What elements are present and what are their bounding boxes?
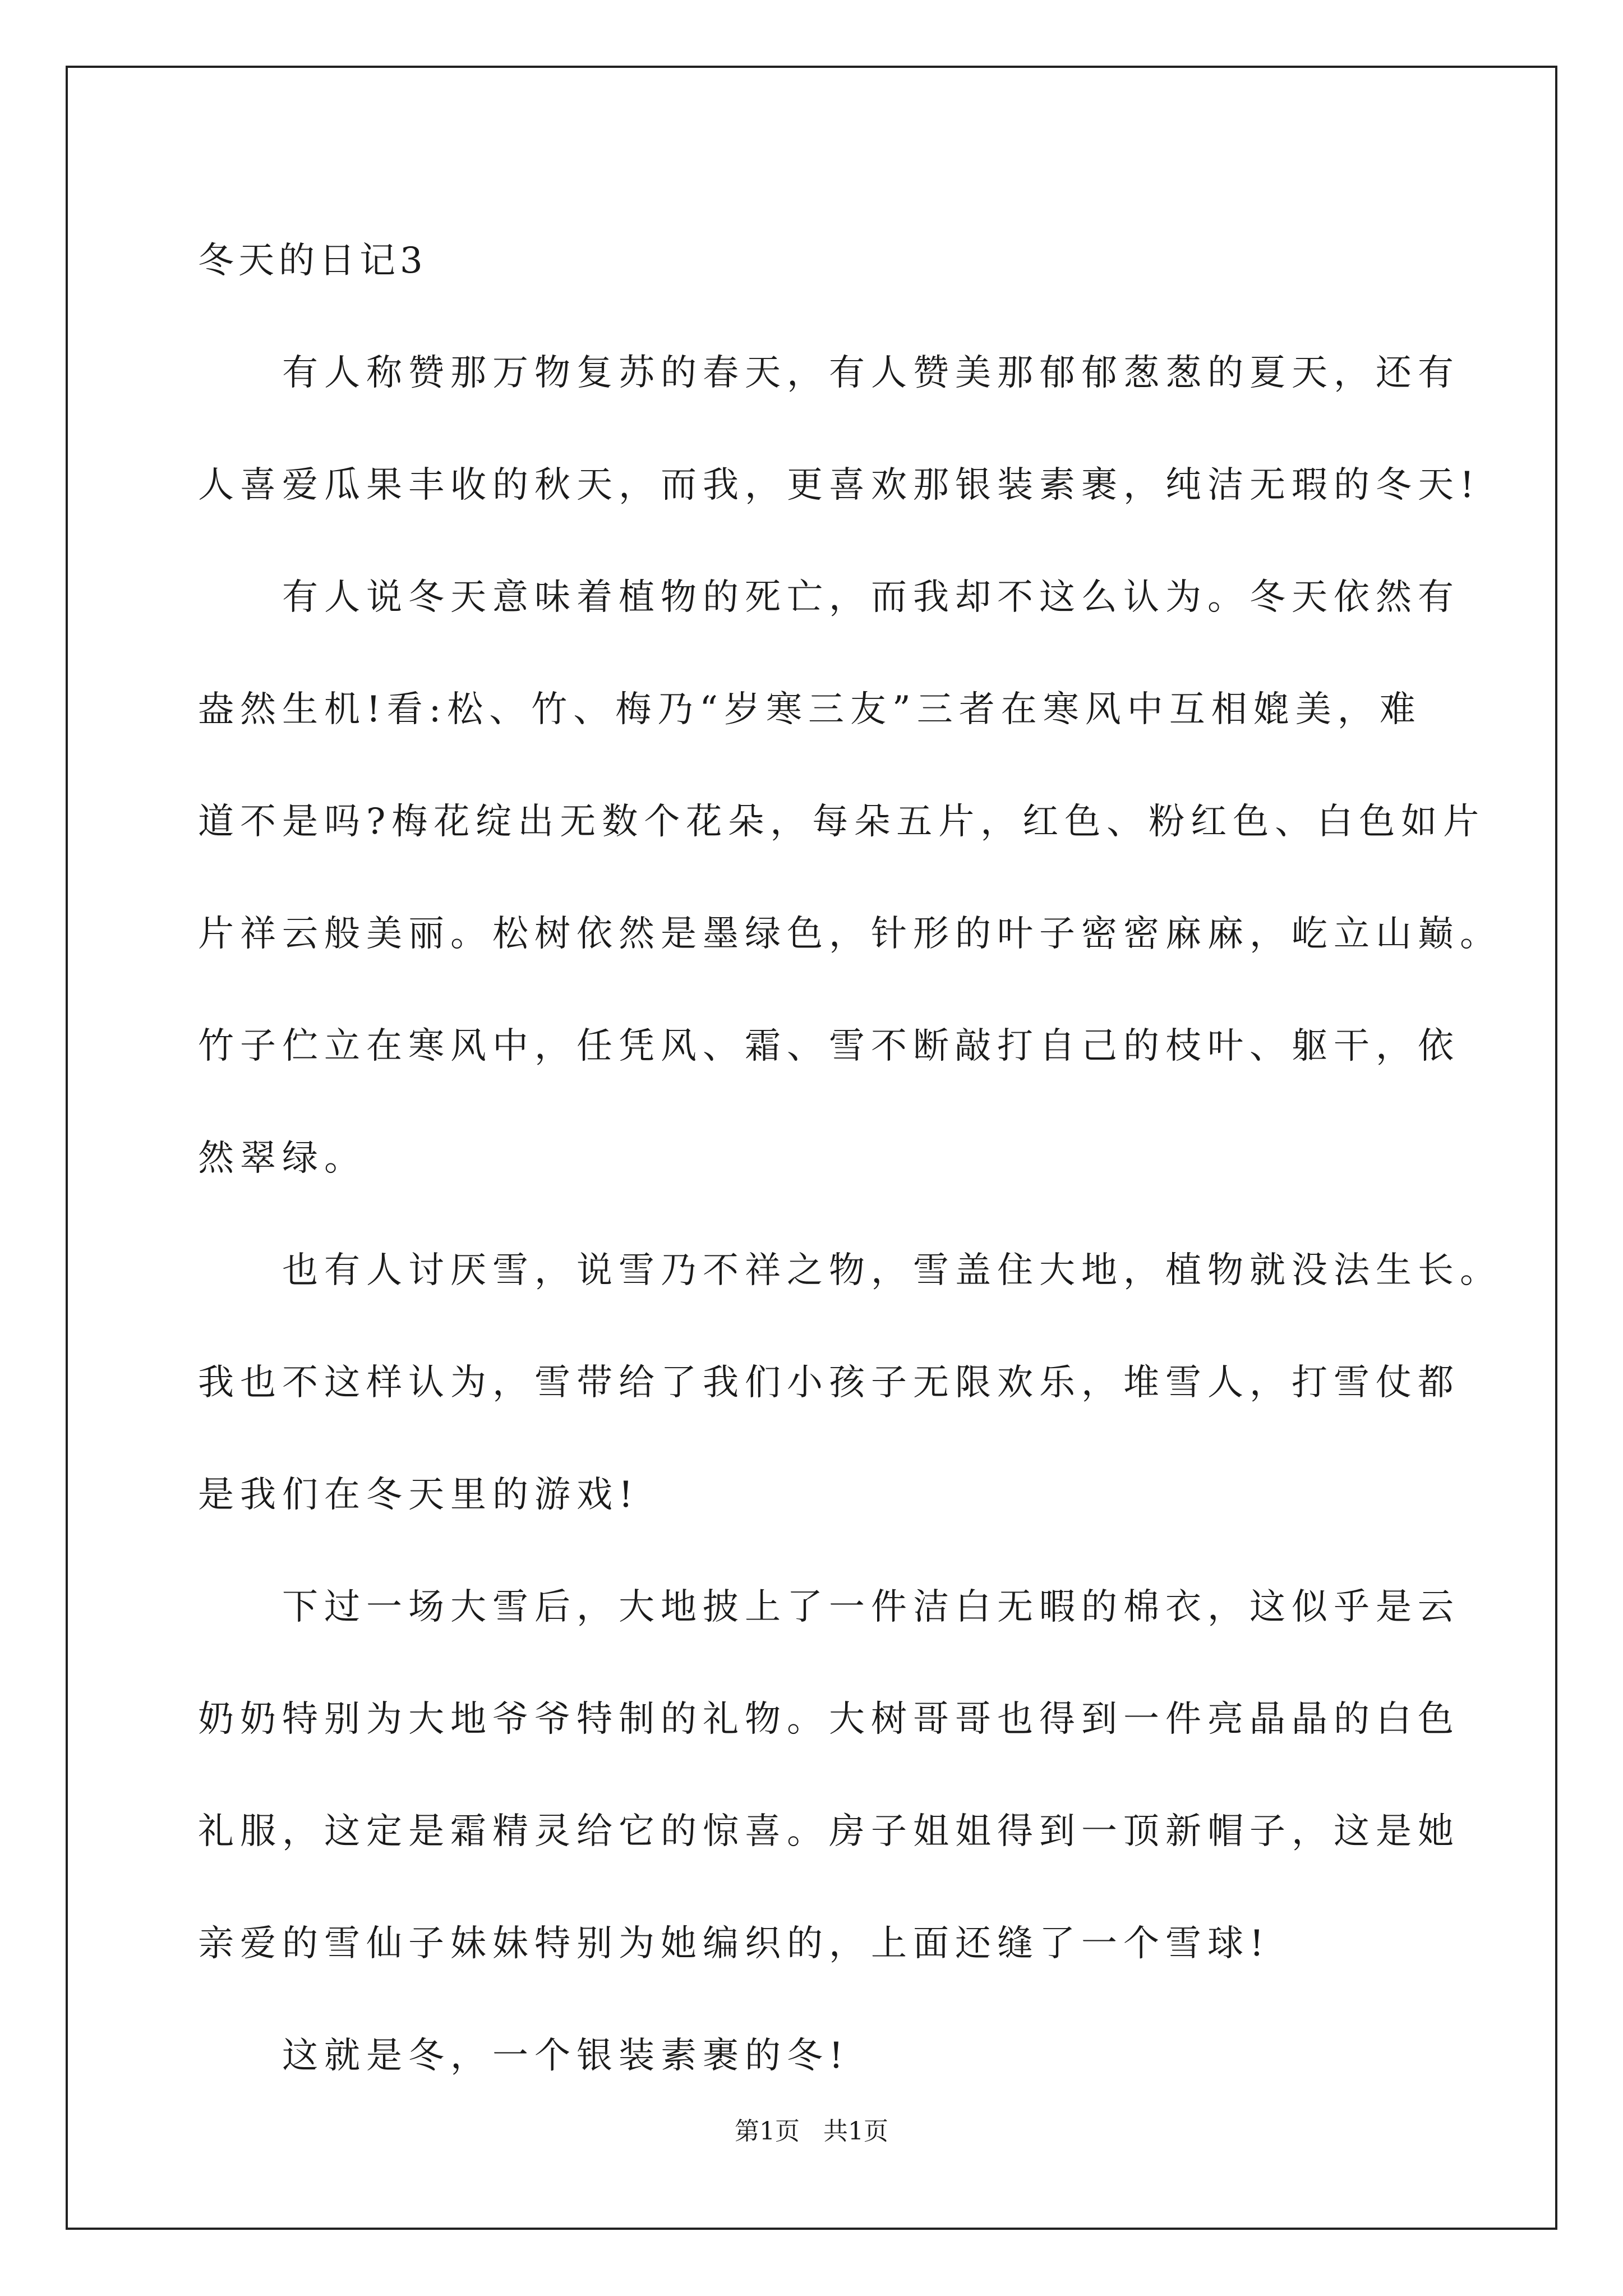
paragraph-line: 亲爱的雪仙子妹妹特别为她编织的，上面还缝了一个雪球!	[198, 1923, 1270, 1964]
paragraph-3	[198, 1214, 1502, 1551]
paragraph-line: 下过一场大雪后，大地披上了一件洁白无暇的棉衣，这似乎是云	[282, 1586, 1460, 1628]
paragraph-line: 片祥云般美丽。松树依然是墨绿色，针形的叶子密密麻麻，屹立山巅。	[198, 913, 1502, 955]
paragraph-line: 竹子伫立在寒风中，任凭风、霜、雪不断敲打自己的枝叶、躯干，依	[198, 1025, 1460, 1067]
document-body	[198, 205, 1502, 2112]
paragraph-line: 道不是吗?梅花绽出无数个花朵，每朵五片，红色、粉红色、白色如片	[198, 801, 1486, 843]
paragraph-line: 也有人讨厌雪，说雪乃不祥之物，雪盖住大地，植物就没法生长。	[282, 1250, 1502, 1291]
document-title: 冬天的日记3	[198, 240, 427, 282]
paragraph-line: 然翠绿。	[198, 1138, 366, 1179]
paragraph-line: 是我们在冬天里的游戏!	[198, 1474, 639, 1516]
paragraph-line: 人喜爱瓜果丰收的秋天，而我，更喜欢那银装素裹，纯洁无瑕的冬天!	[198, 464, 1481, 506]
page-number-footer: 第1页 共1页	[735, 2117, 888, 2146]
paragraph-line: 有人说冬天意味着植物的死亡，而我却不这么认为。冬天依然有	[282, 577, 1460, 618]
paragraph-1	[198, 317, 1481, 541]
paragraph-line: 这就是冬，一个银装素裹的冬!	[282, 2035, 850, 2077]
paragraph-line: 有人称赞那万物复苏的春天，有人赞美那郁郁葱葱的夏天，还有	[282, 352, 1460, 394]
paragraph-2	[198, 541, 1502, 1214]
paragraph-4	[198, 1551, 1460, 2000]
paragraph-line: 我也不这样认为，雪带给了我们小孩子无限欢乐，堆雪人，打雪仗都	[198, 1362, 1460, 1404]
paragraph-line: 礼服，这定是霜精灵给它的惊喜。房子姐姐得到一顶新帽子，这是她	[198, 1811, 1460, 1852]
paragraph-line: 盎然生机!看:松、竹、梅乃“岁寒三友”三者在寒风中互相媲美，难	[198, 689, 1422, 730]
paragraph-line: 奶奶特别为大地爷爷特制的礼物。大树哥哥也得到一件亮晶晶的白色	[198, 1699, 1460, 1740]
paragraph-5	[198, 2000, 1432, 2112]
